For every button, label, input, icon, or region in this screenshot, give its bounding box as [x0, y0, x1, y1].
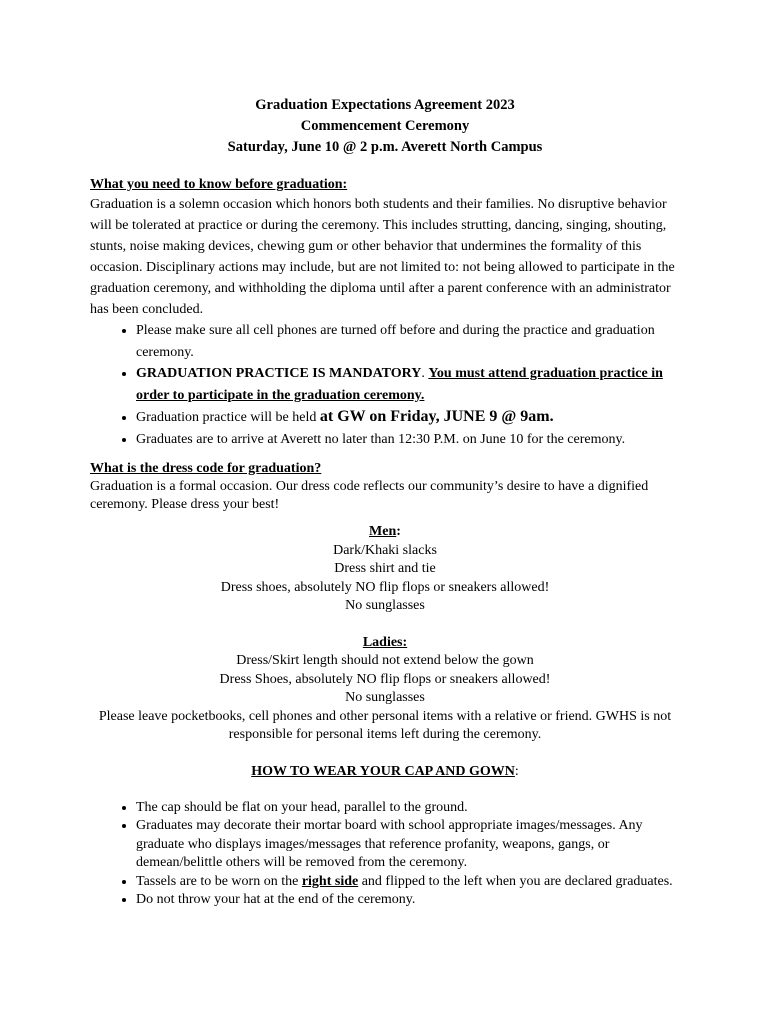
- document-title: [90, 95, 680, 158]
- list-item: • Please make sure all cell phones are turned off before and during the practice and graduation ceremony.: [136, 320, 680, 363]
- bullet-list-cap-and-gown: [90, 799, 680, 910]
- title-line-3: Saturday, June 10 @ 2 p.m. Averett North Campus: [227, 139, 543, 155]
- men-heading: Men: [369, 524, 397, 539]
- list-item: • GRADUATION PRACTICE IS MANDATORY. You must attend graduation practice in order to participate in the graduation ceremony.: [136, 363, 680, 406]
- men-item: Dress shirt and tie: [334, 561, 436, 576]
- list-item: • Tassels are to be worn on the right side and flipped to the left when you are declared graduates.: [136, 873, 680, 892]
- men-item: Dark/Khaki slacks: [333, 542, 437, 558]
- ladies-item: Dress/Skirt length should not extend below the gown: [236, 653, 534, 668]
- section-heading-dress-code: What is the dress code for graduation?: [90, 461, 322, 476]
- section-heading-before-graduation: What you need to know before graduation:: [90, 177, 348, 192]
- list-item: • Do not throw your hat at the end of the ceremony.: [136, 891, 680, 910]
- ladies-item: Dress Shoes, absolutely NO flip flops or sneakers allowed!: [219, 671, 551, 687]
- ladies-heading: Ladies:: [362, 634, 408, 650]
- section-paragraph-dress-code: Graduation is a formal occasion. Our dress code reflects our community’s desire to have a dignified ceremony. Please dress your best!: [90, 479, 649, 512]
- ladies-item: No sunglasses: [345, 690, 425, 705]
- title-line-1: Graduation Expectations Agreement 2023: [255, 97, 515, 113]
- section-heading-cap-and-gown: HOW TO WEAR YOUR CAP AND GOWN:: [251, 763, 519, 779]
- personal-items-note: Please leave pocketbooks, cell phones and other personal items with a relative or friend. GWHS is not responsible for personal items left during the ceremony.: [98, 708, 672, 742]
- title-line-2: Commencement Ceremony: [300, 118, 470, 134]
- list-item: • Graduates are to arrive at Averett no later than 12:30 P.M. on June 10 for the ceremony.: [136, 429, 680, 451]
- list-item: • Graduates may decorate their mortar board with school appropriate images/messages. Any graduate who displays images/messages that reference profanity, weapons, gangs, or demean/belittle others will be removed from the ceremony.: [136, 817, 680, 873]
- list-item: • Graduation practice will be held at GW on Friday, JUNE 9 @ 9am.: [136, 406, 680, 429]
- section-paragraph-conduct: Graduation is a solemn occasion which honors both students and their families. No disruptive behavior will be tolerated at practice or during the ceremony. This includes strutting, dancing, singing, shouting, stunts, noise making devices, chewing gum or other behavior that undermines the formality of this occasion. Disciplinary actions may include, but are not limited to: not being allowed to participate in the graduation ceremony, and withholding the diploma until after a parent conference with an administrator has been concluded.: [90, 197, 675, 317]
- men-item: Dress shoes, absolutely NO flip flops or sneakers allowed!: [220, 579, 550, 595]
- men-item: No sunglasses: [345, 598, 425, 613]
- bullet-list-before-graduation: [90, 320, 680, 450]
- ladies-dress-code: [90, 634, 680, 708]
- men-dress-code: Men: Dark/Khaki slacks Dress shirt and tie Dress shoes, absolutely NO flip flops or sneakers allowed! No sunglasses: [90, 523, 680, 616]
- list-item: • The cap should be flat on your head, parallel to the ground.: [136, 799, 680, 818]
